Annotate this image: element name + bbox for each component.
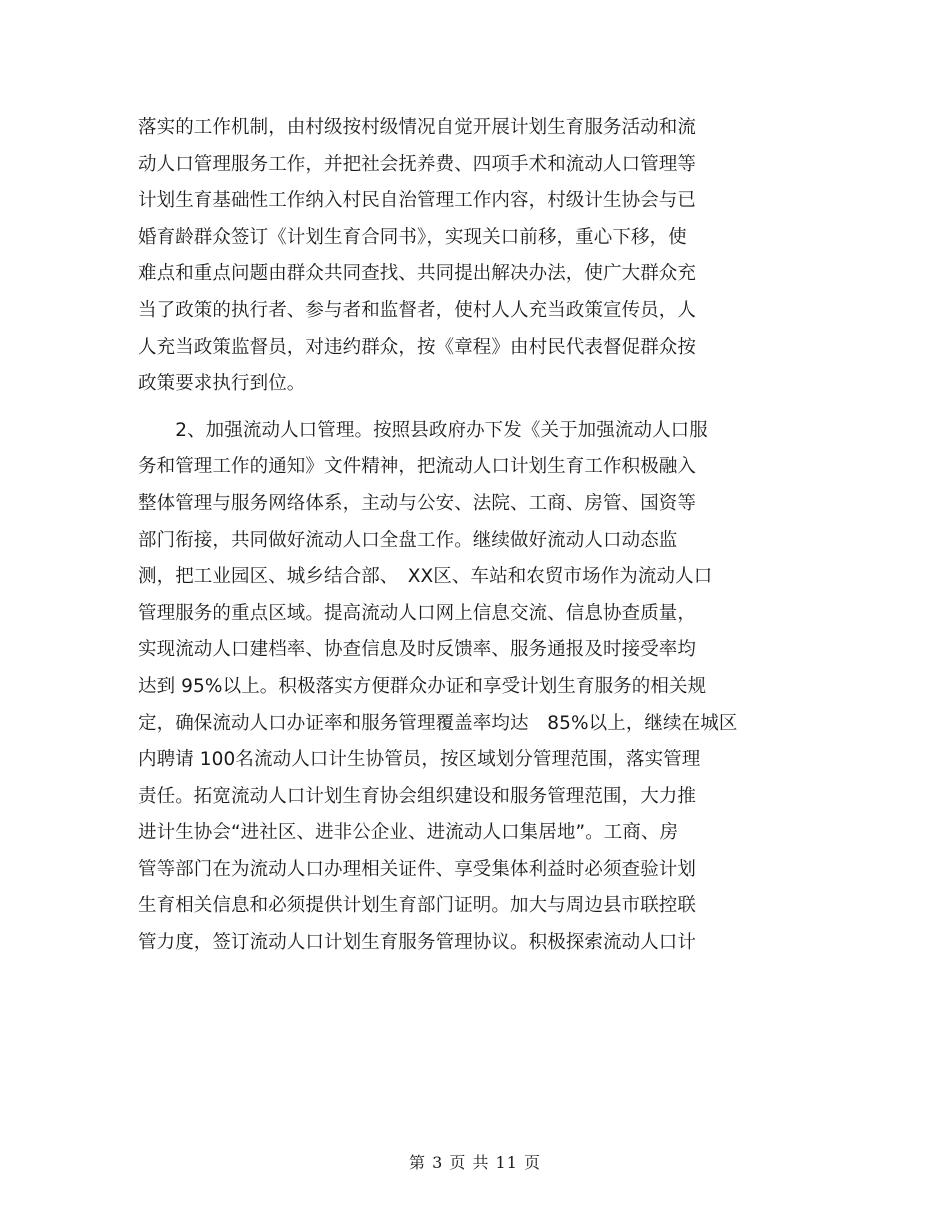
- text-line: 人充当政策监督员，对违约群众，按《章程》由村民代表督促群众按: [138, 336, 697, 358]
- text-line: 2、加强流动人口管理。按照县政府办下发《关于加强流动人口服: [138, 419, 708, 441]
- text-line: 落实的工作机制，由村级按村级情况自觉开展计划生育服务活动和流: [138, 117, 697, 138]
- text-line: 进计生协会“进社区、进非公企业、进流动人口集居地”。工商、房: [138, 822, 679, 844]
- document-body: [138, 110, 818, 962]
- text-line: 测，把工业园区、城乡结合部、 XX区、车站和农贸市场作为流动人口: [138, 566, 713, 588]
- text-line: 政策要求执行到位。: [138, 373, 306, 395]
- text-line: 内聘请 100名流动人口计生协管员，按区域划分管理范围，落实管理: [138, 749, 701, 771]
- text-line: 管力度，签订流动人口计划生育服务管理协议。积极探索流动人口计: [138, 932, 697, 954]
- text-line: 定，确保流动人口办证率和服务管理覆盖率均达 85%以上，继续在城区: [138, 712, 738, 734]
- text-line: 达到 95%以上。积极落实方便群众办证和享受计划生育服务的相关规: [138, 675, 707, 697]
- text-line: 动人口管理服务工作，并把社会抚养费、四项手术和流动人口管理等: [138, 153, 697, 175]
- text-line: 部门衔接，共同做好流动人口全盘工作。继续做好流动人口动态监: [138, 529, 678, 551]
- text-line: 实现流动人口建档率、协查信息及时反馈率、服务通报及时接受率均: [138, 639, 697, 661]
- text-line: 难点和重点问题由群众共同查找、共同提出解决办法，使广大群众充: [138, 263, 697, 285]
- text-line: 婚育龄群众签订《计划生育合同书》，实现关口前移，重心下移，使: [138, 226, 687, 248]
- text-line: 管等部门在为流动人口办理相关证件、享受集体利益时必须查验计划: [138, 858, 697, 880]
- text-line: 整体管理与服务网络体系，主动与公安、法院、工商、房管、国资等: [138, 492, 697, 514]
- text-line: 务和管理工作的通知》文件精神，把流动人口计划生育工作积极融入: [138, 456, 697, 478]
- text-line: 生育相关信息和必须提供计划生育部门证明。加大与周边县市联控联: [138, 895, 697, 917]
- paragraph-spacer: [138, 403, 818, 413]
- text-line: 责任。拓宽流动人口计划生育协会组织建设和服务管理范围，大力推: [138, 785, 697, 807]
- text-line: 管理服务的重点区域。提高流动人口网上信息交流、信息协查质量，: [138, 602, 697, 624]
- text-line: 当了政策的执行者、参与者和监督者，使村人人充当政策宣传员，人: [138, 299, 697, 321]
- text-line: 计划生育基础性工作纳入村民自治管理工作内容，村级计生协会与已: [138, 190, 697, 212]
- page-footer: 第 3 页 共 11 页: [409, 1153, 541, 1172]
- paragraph-2: [138, 413, 818, 962]
- paragraph-1: [138, 110, 818, 403]
